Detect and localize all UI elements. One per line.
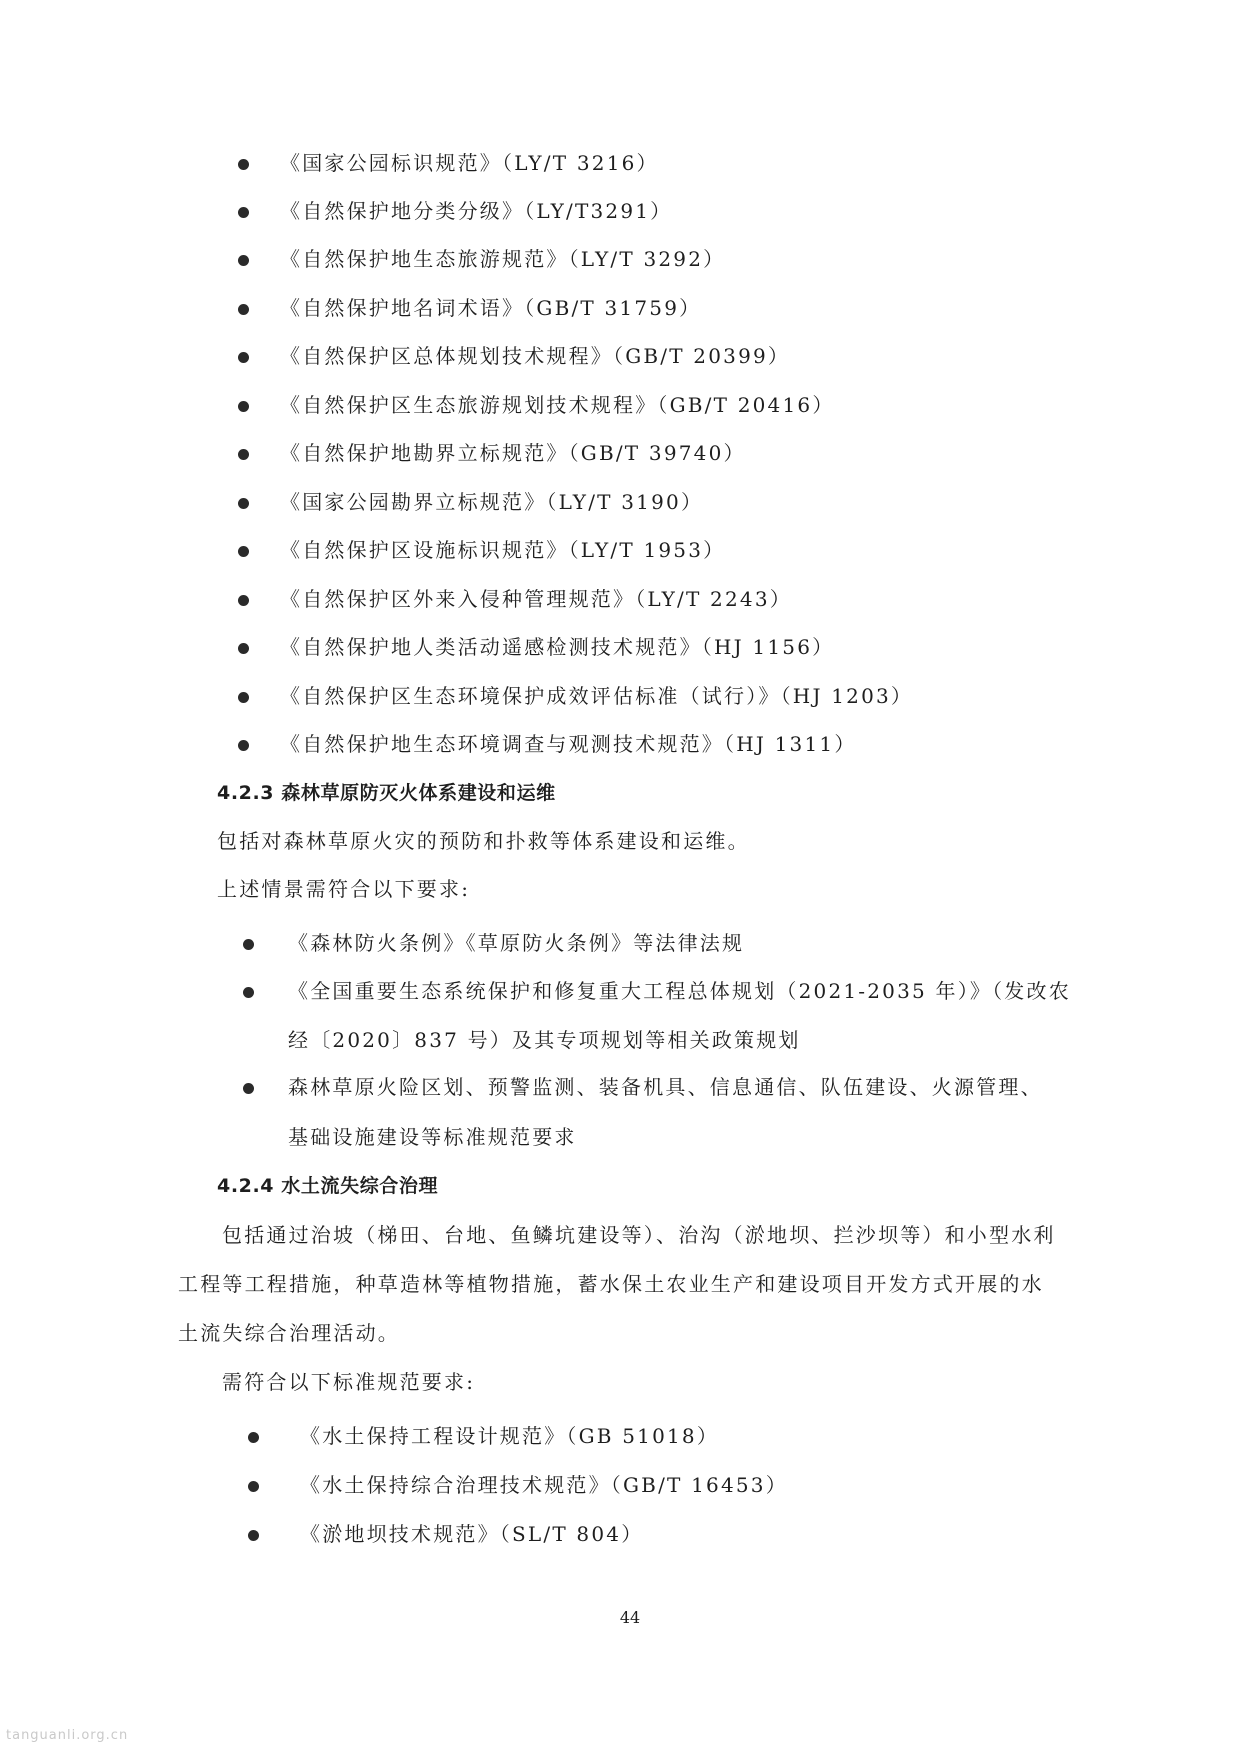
section-paragraph-line: 土流失综合治理活动。 [178,1321,400,1345]
list-item-text: 《自然保护区外来入侵种管理规范》（LY/T 2243） [280,587,792,611]
bullet-icon [238,207,249,218]
list-item-text: 《森林防火条例》《草原防火条例》等法律法规 [288,931,745,955]
section-heading: 4.2.4 水土流失综合治理 [217,1175,439,1197]
list-item-text: 《自然保护地名词术语》（GB/T 31759） [280,296,702,320]
bullet-icon [243,987,254,998]
list-item [0,140,1240,188]
list-item-text: 《自然保护地勘界立标规范》（GB/T 39740） [280,441,746,465]
list-item [0,527,1240,575]
section-heading: 4.2.3 森林草原防灭火体系建设和运维 [217,782,556,804]
bullet-icon [248,1530,259,1541]
list-item [0,968,1240,1016]
list-item-text: 《自然保护区设施标识规范》（LY/T 1953） [280,538,726,562]
section-paragraph-line: 包括通过治坡（梯田、台地、鱼鳞坑建设等）、治沟（淤地坝、拦沙坝等）和小型水利 [222,1223,1056,1247]
list-item [0,285,1240,333]
list-item-text: 《自然保护地分类分级》（LY/T3291） [280,199,673,223]
section-intro: 包括对森林草原火灾的预防和扑救等体系建设和运维。 [217,829,750,853]
section-lead: 上述情景需符合以下要求: [217,877,471,901]
section-paragraph-line: 工程等工程措施，种草造林等植物措施，蓄水保土农业生产和建设项目开发方式开展的水 [178,1272,1044,1296]
list-item [0,188,1240,236]
list-item [0,1511,1240,1559]
list-item-text: 《水土保持综合治理技术规范》（GB/T 16453） [300,1473,788,1497]
bullet-icon [238,352,249,363]
list-item-text: 《自然保护地生态环境调查与观测技术规范》（HJ 1311） [280,732,857,756]
list-item [0,673,1240,721]
list-item-text: 《自然保护区总体规划技术规程》（GB/T 20399） [280,344,791,368]
list-item-text: 《国家公园勘界立标规范》（LY/T 3190） [280,490,704,514]
bullet-icon [238,304,249,315]
list-item [0,721,1240,769]
list-item [0,624,1240,672]
list-item-text: 《国家公园标识规范》（LY/T 3216） [280,151,659,175]
watermark: tanguanli.org.cn [6,1728,129,1743]
list-item-text: 《水土保持工程设计规范》（GB 51018） [300,1424,720,1448]
bullet-icon [248,1481,259,1492]
bullet-icon [238,595,249,606]
list-item-continuation: 经〔2020〕837 号）及其专项规划等相关政策规划 [288,1028,801,1052]
bullet-icon [238,255,249,266]
bullet-icon [238,159,249,170]
bullet-icon [243,939,254,950]
page-number: 44 [619,1608,641,1627]
bullet-icon [238,740,249,751]
list-item [0,382,1240,430]
bullet-icon [238,643,249,654]
section-lead: 需符合以下标准规范要求: [222,1370,476,1394]
bullet-icon [238,546,249,557]
list-item [0,333,1240,381]
bullet-icon [243,1083,254,1094]
list-item-text: 森林草原火险区划、预警监测、装备机具、信息通信、队伍建设、火源管理、 [288,1075,1043,1099]
list-item-text: 《自然保护区生态旅游规划技术规程》（GB/T 20416） [280,393,835,417]
list-item [0,479,1240,527]
list-item [0,236,1240,284]
list-item-continuation: 基础设施建设等标准规范要求 [288,1125,577,1149]
list-item [0,920,1240,968]
list-item [0,1064,1240,1112]
bullet-icon [248,1432,259,1443]
list-item-text: 《自然保护地生态旅游规范》（LY/T 3292） [280,247,726,271]
list-item-text: 《淤地坝技术规范》（SL/T 804） [300,1522,644,1546]
bullet-icon [238,498,249,509]
list-item-text: 《自然保护地人类活动遥感检测技术规范》（HJ 1156） [280,635,835,659]
bullet-icon [238,692,249,703]
list-item [0,576,1240,624]
list-item [0,430,1240,478]
list-item-text: 《自然保护区生态环境保护成效评估标准（试行）》（HJ 1203） [280,684,914,708]
list-item-text: 《全国重要生态系统保护和修复重大工程总体规划（2021-2035 年）》（发改农 [288,979,1071,1003]
bullet-icon [238,401,249,412]
list-item [0,1462,1240,1510]
bullet-icon [238,449,249,460]
list-item [0,1413,1240,1461]
